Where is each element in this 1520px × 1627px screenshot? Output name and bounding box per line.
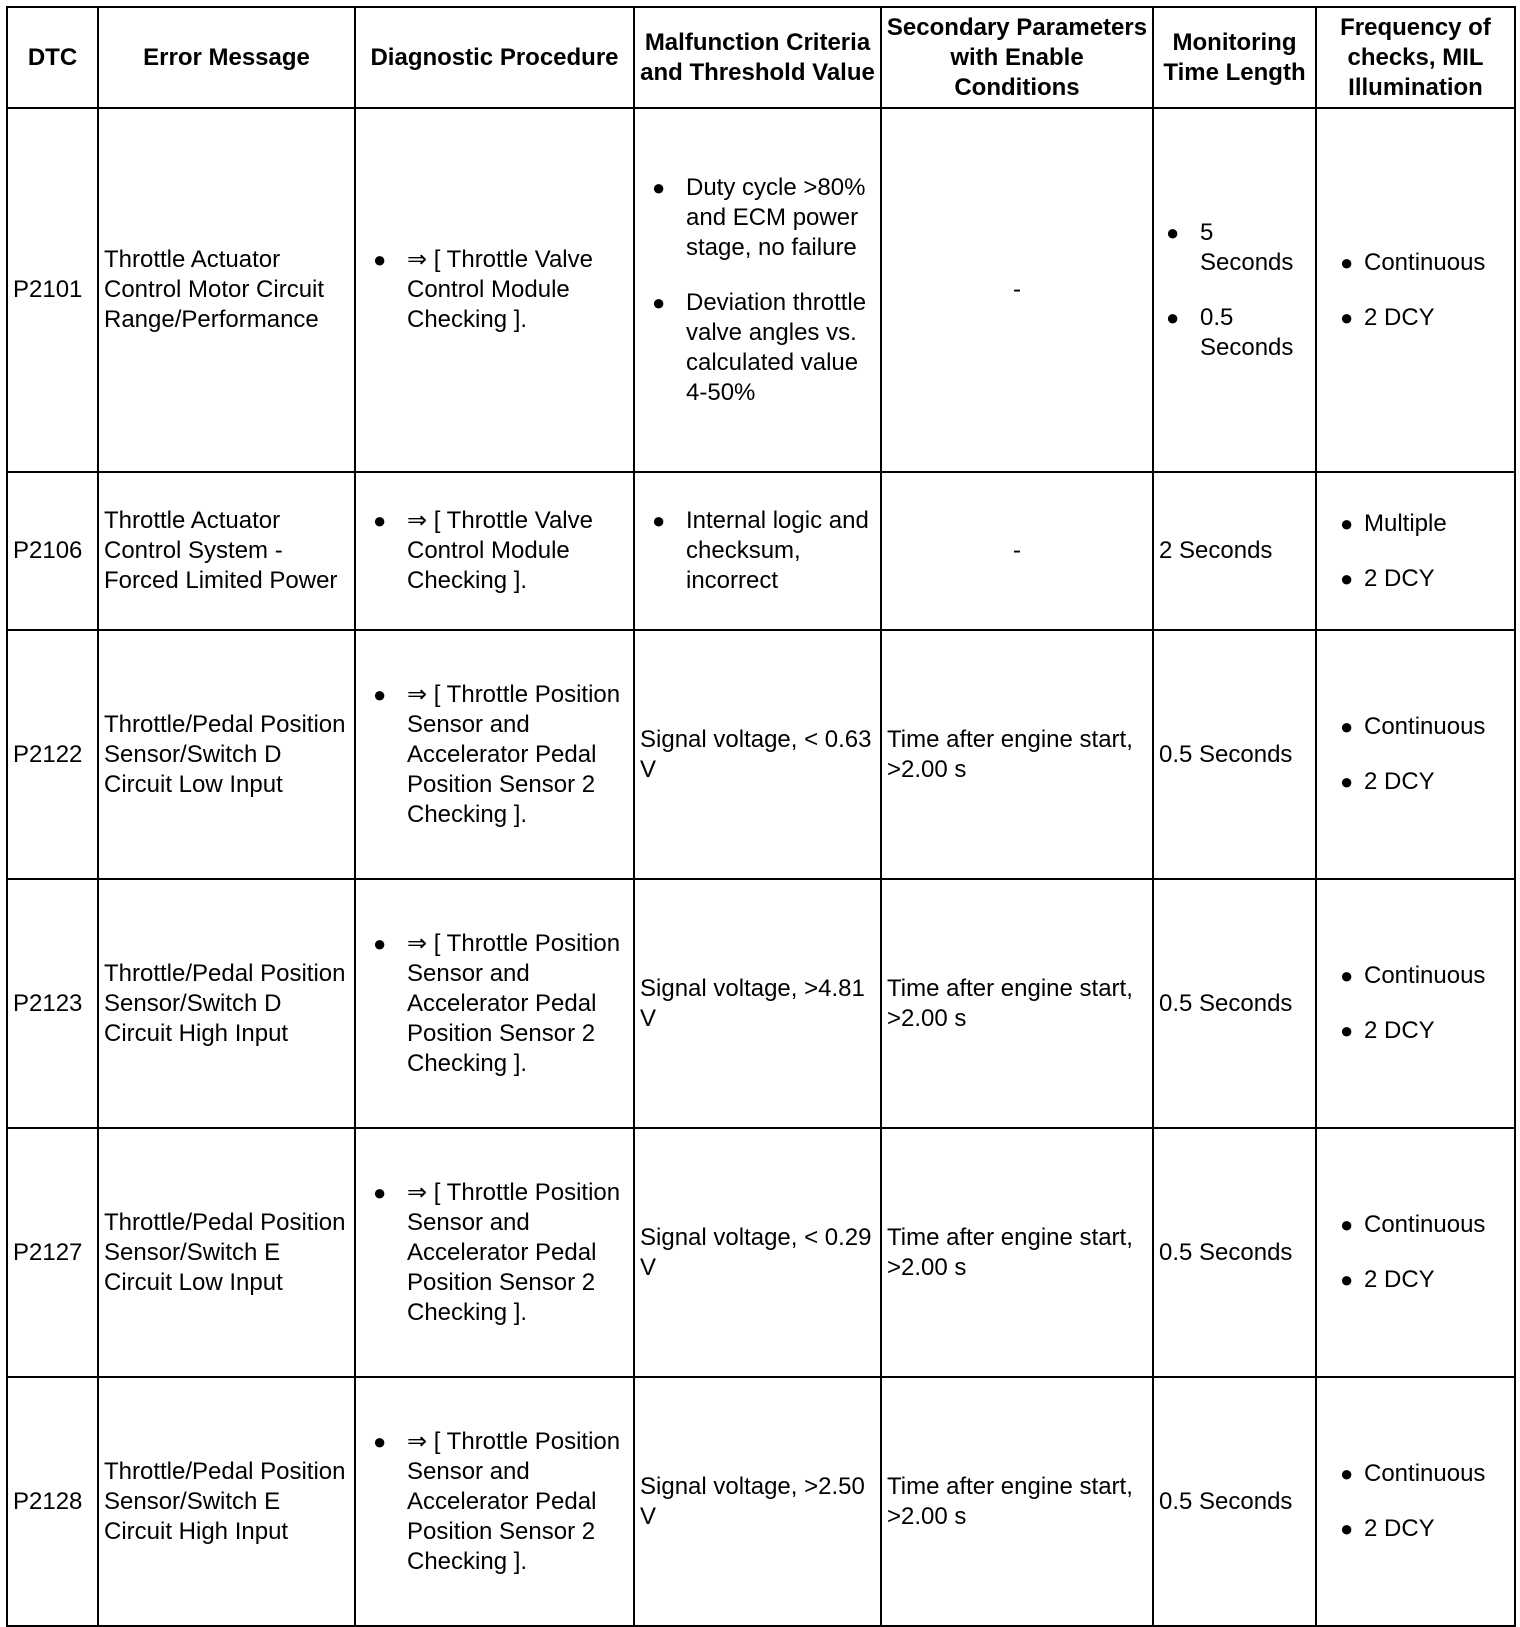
frequency-item: ● Continuous: [1322, 712, 1509, 742]
dtc-code: P2122: [7, 630, 98, 879]
dtc-code: P2123: [7, 879, 98, 1128]
malfunction-criteria: Signal voltage, >4.81 V: [634, 879, 881, 1128]
dtc-code: P2127: [7, 1128, 98, 1377]
monitoring-time: 0.5 Seconds: [1153, 1377, 1316, 1626]
monitoring-time: 2 Seconds: [1153, 472, 1316, 630]
header-malfunction-criteria: Malfunction Criteria and Threshold Value: [634, 7, 881, 108]
secondary-parameters: Time after engine start, >2.00 s: [881, 1128, 1153, 1377]
secondary-parameters: Time after engine start, >2.00 s: [881, 879, 1153, 1128]
table-row: [7, 630, 1515, 879]
header-monitoring-time: Monitoring Time Length: [1153, 7, 1316, 108]
header-diagnostic-procedure: Diagnostic Procedure: [355, 7, 634, 108]
frequency-item: ● Continuous: [1322, 1210, 1509, 1240]
table-row: [7, 472, 1515, 630]
frequency-item: ● 2 DCY: [1322, 767, 1509, 797]
procedure-link[interactable]: ● ⇒ [ Throttle Position Sensor and Accelerator Pedal Position Sensor 2 Checking ].: [361, 1178, 628, 1328]
header-error-message: Error Message: [98, 7, 355, 108]
error-message: Throttle Actuator Control Motor Circuit Range/Performance: [98, 108, 355, 472]
malfunction-criteria: Signal voltage, < 0.29 V: [634, 1128, 881, 1377]
procedure-link[interactable]: ● ⇒ [ Throttle Position Sensor and Accelerator Pedal Position Sensor 2 Checking ].: [361, 929, 628, 1079]
frequency-item: ● Continuous: [1322, 961, 1509, 991]
header-dtc: DTC: [7, 7, 98, 108]
dtc-code: P2128: [7, 1377, 98, 1626]
malfunction-criteria: [634, 108, 881, 472]
malfunction-criteria: [634, 472, 881, 630]
time-item: ● 0.5 Seconds: [1154, 303, 1311, 363]
malfunction-criteria: Signal voltage, < 0.63 V: [634, 630, 881, 879]
monitoring-time: 0.5 Seconds: [1153, 1128, 1316, 1377]
table-row: [7, 1128, 1515, 1377]
frequency: [1316, 630, 1515, 879]
secondary-parameters: Time after engine start, >2.00 s: [881, 630, 1153, 879]
dtc-code: P2101: [7, 108, 98, 472]
error-message: Throttle/Pedal Position Sensor/Switch D Circuit Low Input: [98, 630, 355, 879]
error-message: Throttle/Pedal Position Sensor/Switch E Circuit High Input: [98, 1377, 355, 1626]
frequency: [1316, 472, 1515, 630]
frequency: [1316, 1377, 1515, 1626]
frequency-item: ● 2 DCY: [1322, 564, 1509, 594]
header-row: [7, 7, 1515, 108]
dtc-table: [6, 6, 1516, 1627]
table-row: [7, 108, 1515, 472]
secondary-parameters: Time after engine start, >2.00 s: [881, 1377, 1153, 1626]
criteria-item: ● Deviation throttle valve angles vs. calculated value 4-50%: [640, 288, 875, 408]
frequency-item: ● 2 DCY: [1322, 1265, 1509, 1295]
diagnostic-procedure: [355, 108, 634, 472]
frequency: [1316, 1128, 1515, 1377]
diagnostic-procedure: [355, 1377, 634, 1626]
table-row: [7, 1377, 1515, 1626]
error-message: Throttle Actuator Control System - Forced Limited Power: [98, 472, 355, 630]
diagnostic-procedure: [355, 1128, 634, 1377]
monitoring-time: [1153, 108, 1316, 472]
criteria-item: ● Duty cycle >80% and ECM power stage, no failure: [640, 173, 875, 263]
procedure-link[interactable]: ● ⇒ [ Throttle Position Sensor and Accelerator Pedal Position Sensor 2 Checking ].: [361, 680, 628, 830]
diagnostic-procedure: [355, 630, 634, 879]
dtc-code: P2106: [7, 472, 98, 630]
frequency: [1316, 108, 1515, 472]
table-row: [7, 879, 1515, 1128]
frequency-item: ● Continuous: [1322, 248, 1509, 278]
procedure-link[interactable]: ● ⇒ [ Throttle Position Sensor and Accelerator Pedal Position Sensor 2 Checking ].: [361, 1427, 628, 1577]
frequency: [1316, 879, 1515, 1128]
frequency-item: ● Continuous: [1322, 1459, 1509, 1489]
frequency-item: ● Multiple: [1322, 509, 1509, 539]
monitoring-time: 0.5 Seconds: [1153, 630, 1316, 879]
error-message: Throttle/Pedal Position Sensor/Switch D Circuit High Input: [98, 879, 355, 1128]
frequency-item: ● 2 DCY: [1322, 1514, 1509, 1544]
diagnostic-procedure: [355, 879, 634, 1128]
header-frequency: Frequency of checks, MIL Illumination: [1316, 7, 1515, 108]
header-secondary-parameters: Secondary Parameters with Enable Conditions: [881, 7, 1153, 108]
secondary-parameters: -: [881, 108, 1153, 472]
time-item: ● 5 Seconds: [1154, 218, 1311, 278]
malfunction-criteria: Signal voltage, >2.50 V: [634, 1377, 881, 1626]
monitoring-time: 0.5 Seconds: [1153, 879, 1316, 1128]
secondary-parameters: -: [881, 472, 1153, 630]
frequency-item: ● 2 DCY: [1322, 303, 1509, 333]
criteria-item: ● Internal logic and checksum, incorrect: [640, 506, 875, 596]
error-message: Throttle/Pedal Position Sensor/Switch E Circuit Low Input: [98, 1128, 355, 1377]
procedure-link[interactable]: ● ⇒ [ Throttle Valve Control Module Checking ].: [361, 245, 628, 335]
diagnostic-procedure: [355, 472, 634, 630]
frequency-item: ● 2 DCY: [1322, 1016, 1509, 1046]
procedure-link[interactable]: ● ⇒ [ Throttle Valve Control Module Checking ].: [361, 506, 628, 596]
